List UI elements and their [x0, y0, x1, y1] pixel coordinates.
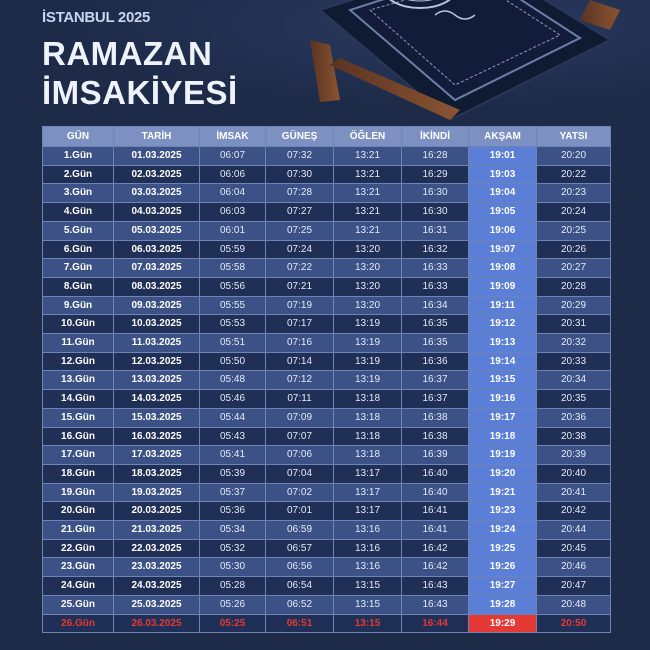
table-row — [43, 558, 611, 577]
cell-yatsi: 20:44 — [537, 521, 611, 540]
cell-aksam: 19:17 — [469, 408, 537, 427]
cell-oglen: 13:19 — [334, 334, 402, 353]
cell-tarih: 15.03.2025 — [114, 408, 200, 427]
cell-oglen: 13:21 — [334, 184, 402, 203]
cell-aksam: 19:04 — [469, 184, 537, 203]
cell-gunes: 07:24 — [266, 240, 334, 259]
cell-tarih: 24.03.2025 — [114, 577, 200, 596]
cell-gun: 5.Gün — [43, 221, 114, 240]
cell-tarih: 12.03.2025 — [114, 352, 200, 371]
cell-tarih: 22.03.2025 — [114, 539, 200, 558]
cell-imsak: 06:03 — [200, 203, 266, 222]
column-header-gun: GÜN — [43, 127, 114, 147]
cell-imsak: 05:37 — [200, 483, 266, 502]
table-row — [43, 277, 611, 296]
table-body — [43, 147, 611, 633]
cell-gun: 9.Gün — [43, 296, 114, 315]
cell-imsak: 05:34 — [200, 521, 266, 540]
table-row — [43, 614, 611, 633]
cell-gunes: 07:22 — [266, 259, 334, 278]
cell-yatsi: 20:32 — [537, 334, 611, 353]
cell-tarih: 09.03.2025 — [114, 296, 200, 315]
cell-yatsi: 20:40 — [537, 464, 611, 483]
cell-ikindi: 16:30 — [402, 184, 469, 203]
cell-aksam: 19:18 — [469, 427, 537, 446]
cell-aksam: 19:05 — [469, 203, 537, 222]
cell-gun: 17.Gün — [43, 446, 114, 465]
table-row — [43, 315, 611, 334]
cell-gunes: 07:27 — [266, 203, 334, 222]
cell-gunes: 07:17 — [266, 315, 334, 334]
cell-tarih: 08.03.2025 — [114, 277, 200, 296]
cell-aksam: 19:07 — [469, 240, 537, 259]
cell-gun: 24.Gün — [43, 577, 114, 596]
quran-on-stand-image — [290, 0, 630, 120]
prayer-times-table — [42, 126, 611, 633]
cell-gunes: 07:09 — [266, 408, 334, 427]
cell-oglen: 13:21 — [334, 203, 402, 222]
cell-gun: 14.Gün — [43, 390, 114, 409]
table-row — [43, 352, 611, 371]
table-row — [43, 221, 611, 240]
cell-ikindi: 16:40 — [402, 464, 469, 483]
cell-gunes: 06:52 — [266, 595, 334, 614]
cell-tarih: 23.03.2025 — [114, 558, 200, 577]
cell-gun: 2.Gün — [43, 165, 114, 184]
cell-imsak: 05:36 — [200, 502, 266, 521]
cell-ikindi: 16:42 — [402, 539, 469, 558]
cell-oglen: 13:21 — [334, 147, 402, 166]
table-row — [43, 483, 611, 502]
column-header-yatsi: YATSI — [537, 127, 611, 147]
cell-imsak: 05:43 — [200, 427, 266, 446]
cell-oglen: 13:21 — [334, 221, 402, 240]
cell-gunes: 07:02 — [266, 483, 334, 502]
cell-imsak: 05:25 — [200, 614, 266, 633]
cell-gunes: 07:21 — [266, 277, 334, 296]
cell-aksam: 19:09 — [469, 277, 537, 296]
cell-tarih: 05.03.2025 — [114, 221, 200, 240]
cell-tarih: 20.03.2025 — [114, 502, 200, 521]
cell-oglen: 13:20 — [334, 296, 402, 315]
table-row — [43, 521, 611, 540]
cell-oglen: 13:15 — [334, 614, 402, 633]
cell-ikindi: 16:33 — [402, 259, 469, 278]
table-row — [43, 577, 611, 596]
title-line-1: RAMAZAN — [42, 35, 213, 72]
cell-gun: 21.Gün — [43, 521, 114, 540]
table-row — [43, 147, 611, 166]
cell-oglen: 13:18 — [334, 408, 402, 427]
cell-tarih: 19.03.2025 — [114, 483, 200, 502]
cell-yatsi: 20:38 — [537, 427, 611, 446]
cell-imsak: 05:50 — [200, 352, 266, 371]
cell-gun: 26.Gün — [43, 614, 114, 633]
table-row — [43, 296, 611, 315]
cell-yatsi: 20:47 — [537, 577, 611, 596]
cell-imsak: 05:44 — [200, 408, 266, 427]
cell-tarih: 14.03.2025 — [114, 390, 200, 409]
cell-gunes: 06:54 — [266, 577, 334, 596]
cell-gun: 16.Gün — [43, 427, 114, 446]
cell-imsak: 05:28 — [200, 577, 266, 596]
cell-yatsi: 20:28 — [537, 277, 611, 296]
table-row — [43, 165, 611, 184]
cell-ikindi: 16:35 — [402, 315, 469, 334]
cell-ikindi: 16:33 — [402, 277, 469, 296]
cell-gun: 18.Gün — [43, 464, 114, 483]
cell-ikindi: 16:36 — [402, 352, 469, 371]
cell-imsak: 05:55 — [200, 296, 266, 315]
cell-oglen: 13:21 — [334, 165, 402, 184]
cell-gunes: 07:30 — [266, 165, 334, 184]
cell-gun: 22.Gün — [43, 539, 114, 558]
cell-gun: 19.Gün — [43, 483, 114, 502]
cell-tarih: 18.03.2025 — [114, 464, 200, 483]
cell-yatsi: 20:39 — [537, 446, 611, 465]
cell-aksam: 19:01 — [469, 147, 537, 166]
cell-gun: 1.Gün — [43, 147, 114, 166]
cell-yatsi: 20:23 — [537, 184, 611, 203]
cell-imsak: 05:59 — [200, 240, 266, 259]
cell-yatsi: 20:33 — [537, 352, 611, 371]
cell-imsak: 05:30 — [200, 558, 266, 577]
cell-oglen: 13:19 — [334, 315, 402, 334]
cell-oglen: 13:20 — [334, 277, 402, 296]
cell-gun: 25.Gün — [43, 595, 114, 614]
cell-ikindi: 16:29 — [402, 165, 469, 184]
cell-gun: 4.Gün — [43, 203, 114, 222]
cell-ikindi: 16:43 — [402, 595, 469, 614]
cell-imsak: 06:06 — [200, 165, 266, 184]
cell-aksam: 19:08 — [469, 259, 537, 278]
cell-aksam: 19:06 — [469, 221, 537, 240]
table-row — [43, 390, 611, 409]
cell-imsak: 05:56 — [200, 277, 266, 296]
cell-gun: 6.Gün — [43, 240, 114, 259]
cell-gunes: 06:51 — [266, 614, 334, 633]
table-header-row — [43, 127, 611, 147]
cell-ikindi: 16:41 — [402, 521, 469, 540]
cell-tarih: 17.03.2025 — [114, 446, 200, 465]
cell-gunes: 07:25 — [266, 221, 334, 240]
cell-oglen: 13:18 — [334, 446, 402, 465]
cell-aksam: 19:29 — [469, 614, 537, 633]
cell-oglen: 13:17 — [334, 483, 402, 502]
cell-yatsi: 20:36 — [537, 408, 611, 427]
cell-aksam: 19:03 — [469, 165, 537, 184]
cell-imsak: 05:46 — [200, 390, 266, 409]
cell-tarih: 11.03.2025 — [114, 334, 200, 353]
cell-ikindi: 16:34 — [402, 296, 469, 315]
cell-yatsi: 20:35 — [537, 390, 611, 409]
cell-imsak: 05:48 — [200, 371, 266, 390]
cell-ikindi: 16:38 — [402, 427, 469, 446]
cell-aksam: 19:13 — [469, 334, 537, 353]
cell-gun: 12.Gün — [43, 352, 114, 371]
cell-gun: 23.Gün — [43, 558, 114, 577]
cell-oglen: 13:16 — [334, 539, 402, 558]
cell-gunes: 07:19 — [266, 296, 334, 315]
table-row — [43, 259, 611, 278]
cell-yatsi: 20:50 — [537, 614, 611, 633]
cell-oglen: 13:17 — [334, 502, 402, 521]
column-header-ikindi: İKİNDİ — [402, 127, 469, 147]
cell-imsak: 05:51 — [200, 334, 266, 353]
cell-tarih: 06.03.2025 — [114, 240, 200, 259]
cell-tarih: 03.03.2025 — [114, 184, 200, 203]
cell-gun: 15.Gün — [43, 408, 114, 427]
cell-gunes: 07:12 — [266, 371, 334, 390]
cell-imsak: 06:01 — [200, 221, 266, 240]
cell-tarih: 26.03.2025 — [114, 614, 200, 633]
table-row — [43, 502, 611, 521]
cell-aksam: 19:19 — [469, 446, 537, 465]
cell-yatsi: 20:34 — [537, 371, 611, 390]
cell-aksam: 19:14 — [469, 352, 537, 371]
cell-tarih: 04.03.2025 — [114, 203, 200, 222]
cell-gunes: 06:56 — [266, 558, 334, 577]
cell-tarih: 25.03.2025 — [114, 595, 200, 614]
header-subtitle: İSTANBUL 2025 — [42, 9, 151, 26]
cell-oglen: 13:18 — [334, 390, 402, 409]
cell-oglen: 13:16 — [334, 521, 402, 540]
cell-yatsi: 20:41 — [537, 483, 611, 502]
cell-aksam: 19:23 — [469, 502, 537, 521]
cell-yatsi: 20:22 — [537, 165, 611, 184]
cell-aksam: 19:25 — [469, 539, 537, 558]
cell-oglen: 13:19 — [334, 352, 402, 371]
cell-ikindi: 16:32 — [402, 240, 469, 259]
cell-oglen: 13:20 — [334, 259, 402, 278]
cell-gun: 7.Gün — [43, 259, 114, 278]
cell-gunes: 07:11 — [266, 390, 334, 409]
cell-aksam: 19:27 — [469, 577, 537, 596]
cell-gunes: 07:32 — [266, 147, 334, 166]
cell-yatsi: 20:29 — [537, 296, 611, 315]
cell-imsak: 05:53 — [200, 315, 266, 334]
table-row — [43, 203, 611, 222]
cell-imsak: 05:26 — [200, 595, 266, 614]
cell-ikindi: 16:39 — [402, 446, 469, 465]
cell-yatsi: 20:20 — [537, 147, 611, 166]
cell-ikindi: 16:30 — [402, 203, 469, 222]
cell-ikindi: 16:43 — [402, 577, 469, 596]
table-row — [43, 334, 611, 353]
cell-yatsi: 20:42 — [537, 502, 611, 521]
table-row — [43, 371, 611, 390]
cell-aksam: 19:26 — [469, 558, 537, 577]
cell-ikindi: 16:38 — [402, 408, 469, 427]
table-row — [43, 446, 611, 465]
cell-ikindi: 16:40 — [402, 483, 469, 502]
cell-gun: 11.Gün — [43, 334, 114, 353]
cell-yatsi: 20:31 — [537, 315, 611, 334]
cell-oglen: 13:15 — [334, 595, 402, 614]
cell-imsak: 06:04 — [200, 184, 266, 203]
table-row — [43, 595, 611, 614]
cell-oglen: 13:15 — [334, 577, 402, 596]
table-row — [43, 464, 611, 483]
cell-imsak: 06:07 — [200, 147, 266, 166]
cell-gun: 10.Gün — [43, 315, 114, 334]
cell-aksam: 19:16 — [469, 390, 537, 409]
cell-yatsi: 20:48 — [537, 595, 611, 614]
cell-yatsi: 20:46 — [537, 558, 611, 577]
cell-aksam: 19:12 — [469, 315, 537, 334]
cell-tarih: 07.03.2025 — [114, 259, 200, 278]
cell-imsak: 05:39 — [200, 464, 266, 483]
cell-gun: 20.Gün — [43, 502, 114, 521]
cell-ikindi: 16:31 — [402, 221, 469, 240]
cell-yatsi: 20:24 — [537, 203, 611, 222]
cell-gun: 8.Gün — [43, 277, 114, 296]
cell-gunes: 07:06 — [266, 446, 334, 465]
page-title — [42, 34, 238, 112]
cell-tarih: 02.03.2025 — [114, 165, 200, 184]
cell-oglen: 13:19 — [334, 371, 402, 390]
cell-tarih: 21.03.2025 — [114, 521, 200, 540]
cell-gunes: 07:01 — [266, 502, 334, 521]
cell-imsak: 05:32 — [200, 539, 266, 558]
table-row — [43, 240, 611, 259]
cell-aksam: 19:28 — [469, 595, 537, 614]
cell-yatsi: 20:26 — [537, 240, 611, 259]
cell-gunes: 06:57 — [266, 539, 334, 558]
cell-tarih: 01.03.2025 — [114, 147, 200, 166]
column-header-gunes: GÜNEŞ — [266, 127, 334, 147]
cell-ikindi: 16:28 — [402, 147, 469, 166]
cell-ikindi: 16:42 — [402, 558, 469, 577]
cell-ikindi: 16:37 — [402, 371, 469, 390]
cell-gunes: 07:16 — [266, 334, 334, 353]
cell-ikindi: 16:44 — [402, 614, 469, 633]
cell-ikindi: 16:35 — [402, 334, 469, 353]
column-header-imsak: İMSAK — [200, 127, 266, 147]
cell-aksam: 19:21 — [469, 483, 537, 502]
column-header-oglen: ÖĞLEN — [334, 127, 402, 147]
cell-tarih: 16.03.2025 — [114, 427, 200, 446]
cell-oglen: 13:17 — [334, 464, 402, 483]
cell-yatsi: 20:25 — [537, 221, 611, 240]
cell-gun: 13.Gün — [43, 371, 114, 390]
cell-aksam: 19:15 — [469, 371, 537, 390]
cell-oglen: 13:18 — [334, 427, 402, 446]
cell-gunes: 07:04 — [266, 464, 334, 483]
table-row — [43, 539, 611, 558]
cell-gunes: 07:14 — [266, 352, 334, 371]
cell-ikindi: 16:37 — [402, 390, 469, 409]
cell-gunes: 06:59 — [266, 521, 334, 540]
column-header-tarih: TARİH — [114, 127, 200, 147]
cell-oglen: 13:16 — [334, 558, 402, 577]
cell-gunes: 07:07 — [266, 427, 334, 446]
cell-oglen: 13:20 — [334, 240, 402, 259]
cell-aksam: 19:20 — [469, 464, 537, 483]
cell-gun: 3.Gün — [43, 184, 114, 203]
table-row — [43, 427, 611, 446]
title-line-2: İMSAKİYESİ — [42, 74, 238, 111]
table-row — [43, 184, 611, 203]
cell-tarih: 10.03.2025 — [114, 315, 200, 334]
cell-yatsi: 20:27 — [537, 259, 611, 278]
cell-aksam: 19:11 — [469, 296, 537, 315]
table-row — [43, 408, 611, 427]
cell-imsak: 05:41 — [200, 446, 266, 465]
cell-gunes: 07:28 — [266, 184, 334, 203]
cell-ikindi: 16:41 — [402, 502, 469, 521]
cell-imsak: 05:58 — [200, 259, 266, 278]
column-header-aksam: AKŞAM — [469, 127, 537, 147]
cell-aksam: 19:24 — [469, 521, 537, 540]
cell-tarih: 13.03.2025 — [114, 371, 200, 390]
cell-yatsi: 20:45 — [537, 539, 611, 558]
